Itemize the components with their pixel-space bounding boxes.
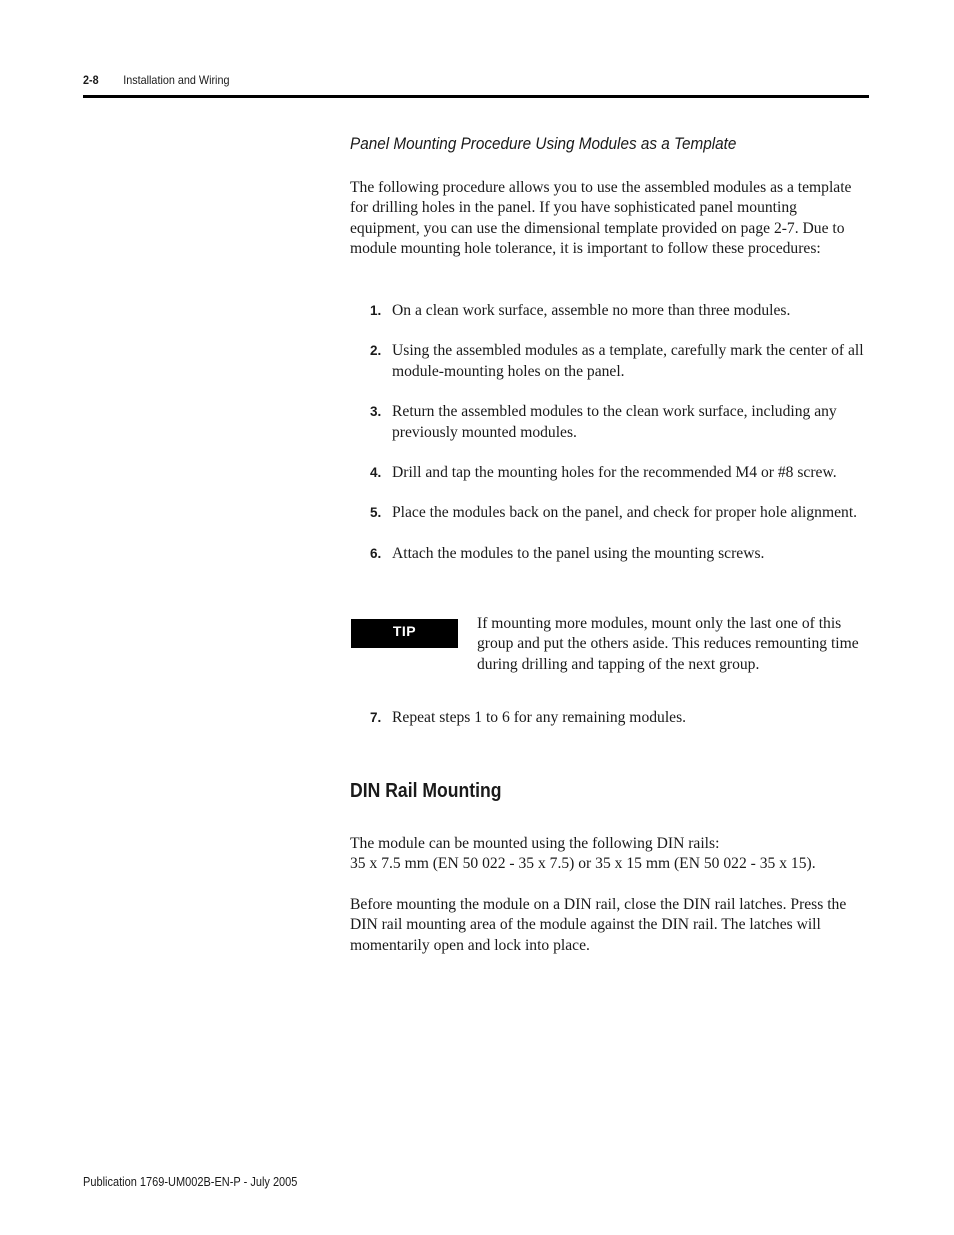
din-paragraph-1-line-1: The module can be mounted using the following DIN rails: xyxy=(350,835,720,852)
din-paragraph-1-line-2: 35 x 7.5 mm (EN 50 022 - 35 x 7.5) or 35 x 15 mm (EN 50 022 - 35 x 15). xyxy=(350,855,816,873)
step-text: Repeat steps 1 to 6 for any remaining modules. xyxy=(392,709,687,726)
procedure-steps xyxy=(350,301,875,564)
step-item xyxy=(350,402,875,443)
step-text: On a clean work surface, assemble no more than three modules. xyxy=(392,302,791,319)
din-rail-heading: DIN Rail Mounting xyxy=(350,780,502,802)
step-number: 7. xyxy=(370,710,382,725)
header-section-title: Installation and Wiring xyxy=(123,73,230,87)
procedure-subheading: Panel Mounting Procedure Using Modules as a Template xyxy=(350,134,737,153)
step-number: 5. xyxy=(370,505,382,521)
step-number: 4. xyxy=(370,465,382,481)
step-text: Place the modules back on the panel, and check for proper hole alignment. xyxy=(392,504,858,522)
step-text: Return the assembled modules to the clean work surface, including any previously mounted modules. xyxy=(392,403,837,441)
step-number: 1. xyxy=(370,303,382,318)
step-number: 6. xyxy=(370,545,382,561)
procedure-steps-continued xyxy=(350,708,875,728)
tip-label: TIP xyxy=(351,619,458,648)
step-item xyxy=(350,544,875,564)
step-text: Using the assembled modules as a template, carefully mark the center of all module-mounting holes on the panel. xyxy=(392,342,864,380)
step-number: 2. xyxy=(370,343,382,359)
step-item xyxy=(350,503,875,523)
tip-text: If mounting more modules, mount only the last one of this group and put the others aside. This reduces remounting time during drilling and tapping of the next group. xyxy=(477,615,859,673)
page-number: 2-8 xyxy=(83,73,99,87)
intro-paragraph: The following procedure allows you to use the assembled modules as a template for drilling holes in the panel. If you have sophisticated panel mounting equipment, you can use the dimensional template provided on page 2-7. Due to module mounting hole tolerance, it is important to follow these procedures: xyxy=(350,179,852,258)
step-item xyxy=(350,708,875,728)
step-item xyxy=(350,463,875,483)
header-rule xyxy=(83,95,869,98)
step-number: 3. xyxy=(370,404,382,420)
step-item xyxy=(350,301,875,321)
page-header xyxy=(83,73,229,87)
page-footer: Publication 1769-UM002B-EN-P - July 2005 xyxy=(83,1175,298,1189)
step-text: Attach the modules to the panel using the mounting screws. xyxy=(392,544,765,562)
din-paragraph-1 xyxy=(350,834,870,875)
step-item xyxy=(350,341,875,382)
step-text: Drill and tap the mounting holes for the recommended M4 or #8 screw. xyxy=(392,464,837,482)
din-paragraph-2: Before mounting the module on a DIN rail, close the DIN rail latches. Press the DIN rail mounting area of the module against the DIN rail. The latches will momentarily open and lock into place. xyxy=(350,896,847,954)
